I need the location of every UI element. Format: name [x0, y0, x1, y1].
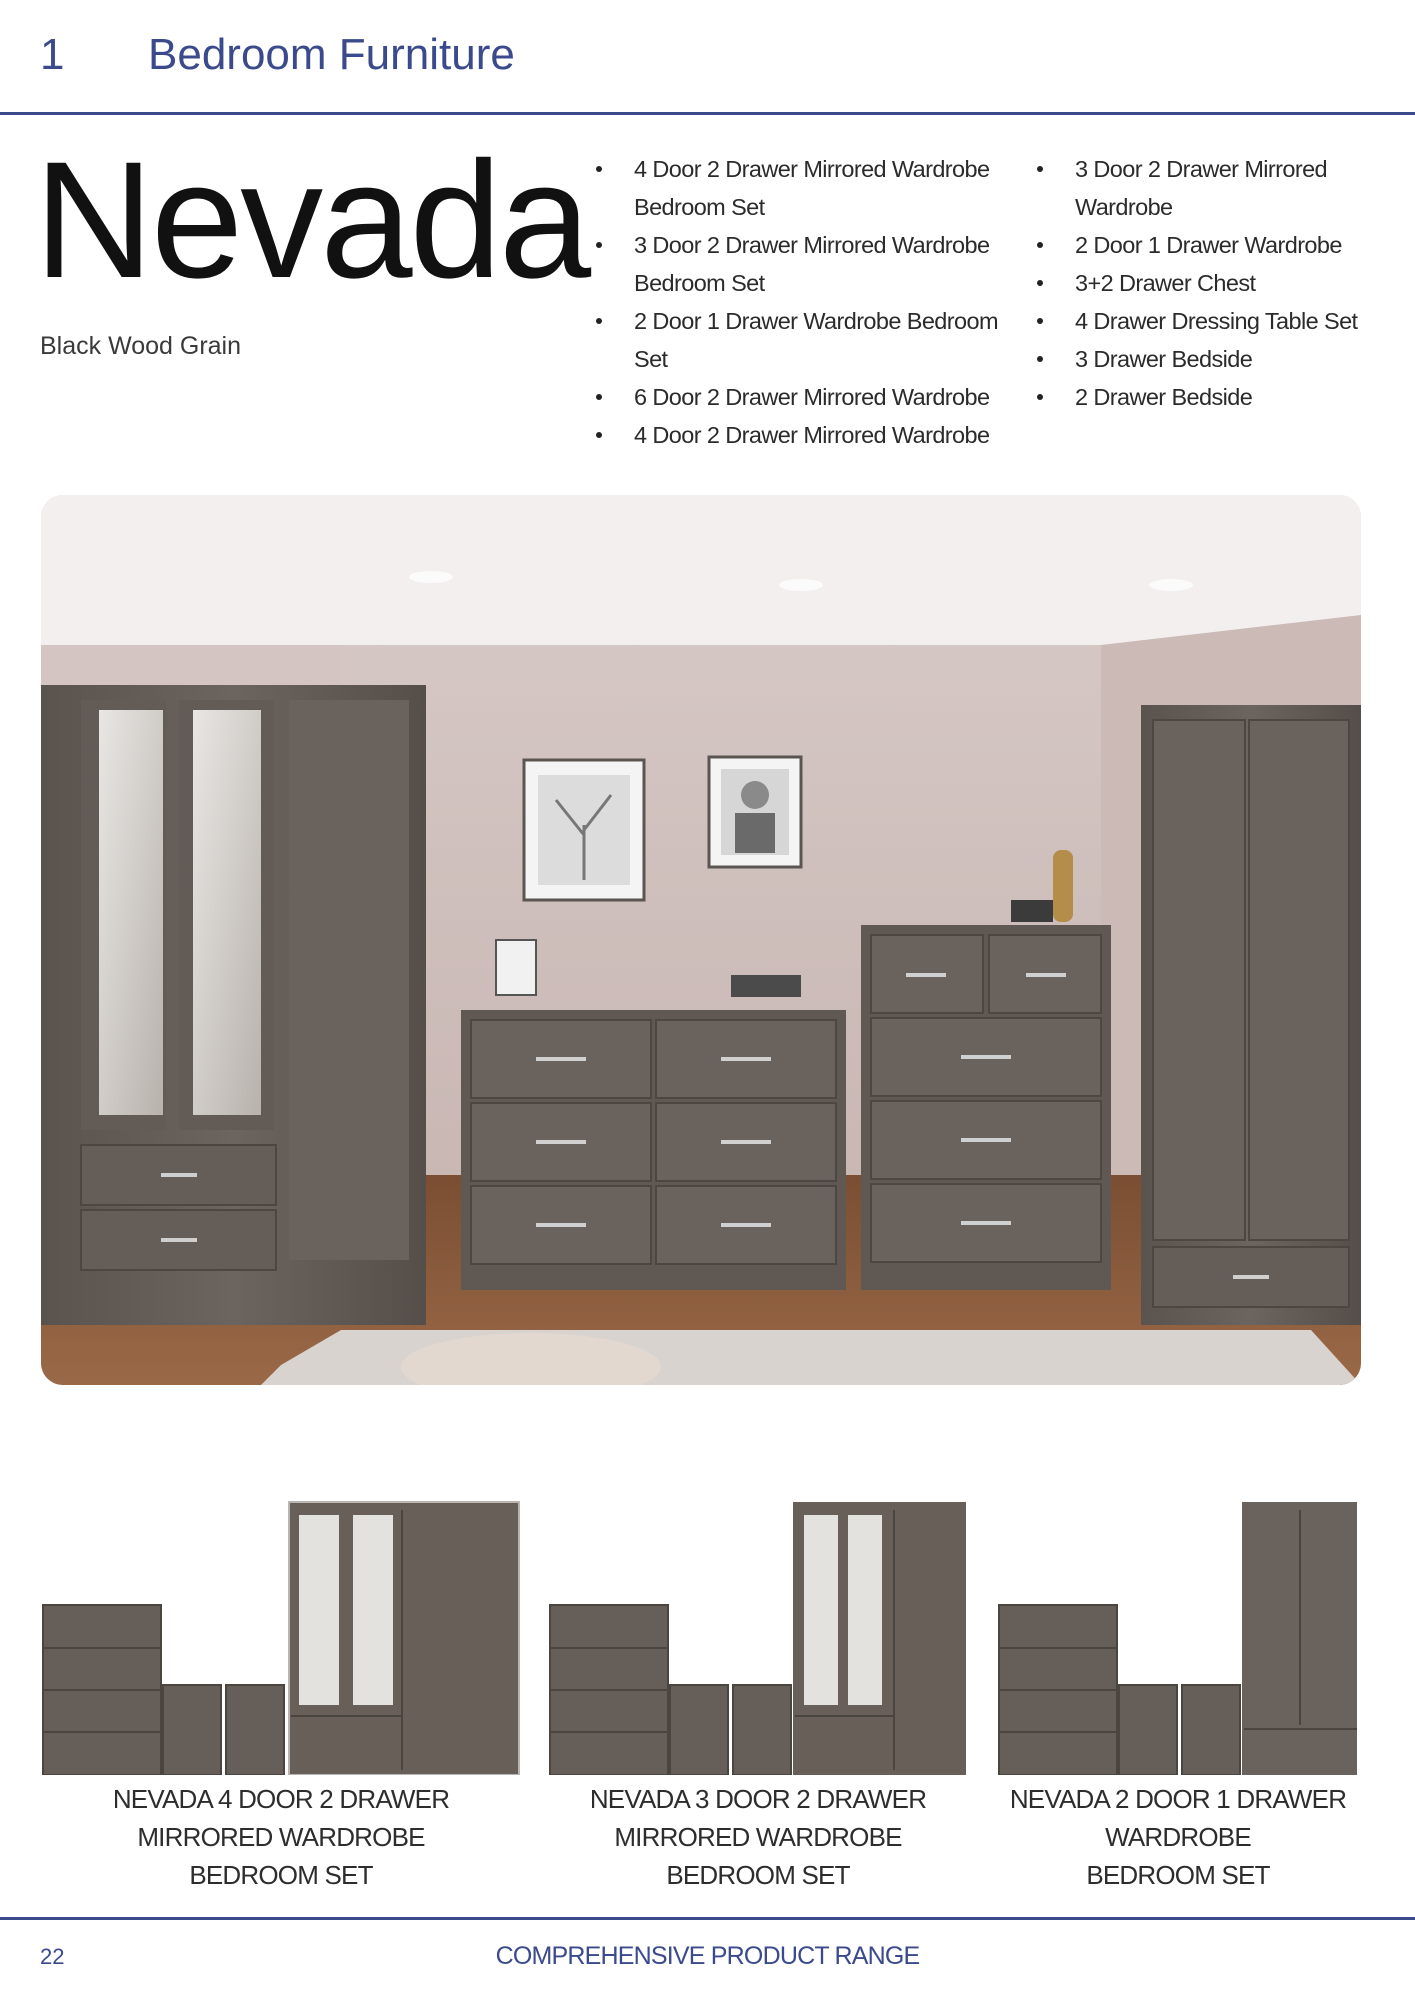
- set-image-3-door: [548, 1500, 968, 1775]
- product-finish: Black Wood Grain: [40, 332, 242, 360]
- room-scene-image: [41, 495, 1361, 1385]
- list-item: 6 Door 2 Drawer Mirrored Wardrobe: [634, 384, 990, 410]
- list-item: 4 Door 2 Drawer Mirrored Wardrobe Bedroom Set: [634, 156, 990, 220]
- range-list-column-1: [590, 150, 1030, 454]
- section-number: 1: [40, 30, 65, 79]
- set-image-4-door: [41, 1500, 521, 1775]
- list-item: 4 Drawer Dressing Table Set: [1075, 308, 1358, 334]
- list-item: 2 Drawer Bedside: [1075, 384, 1253, 410]
- set-image-2-door: [997, 1500, 1359, 1775]
- list-item: 3 Door 2 Drawer Mirrored Wardrobe Bedroom Set: [634, 232, 990, 296]
- product-name: Nevada: [34, 128, 589, 313]
- section-title: Bedroom Furniture: [148, 30, 515, 79]
- list-item: 2 Door 1 Drawer Wardrobe Bedroom Set: [634, 308, 998, 372]
- range-list-column-2: [1031, 150, 1391, 416]
- list-item: 3 Door 2 Drawer Mirrored Wardrobe: [1075, 156, 1328, 220]
- list-item: 2 Door 1 Drawer Wardrobe: [1075, 232, 1342, 258]
- list-item: 3+2 Drawer Chest: [1075, 270, 1256, 296]
- set-caption: NEVADA 2 DOOR 1 DRAWER WARDROBE BEDROOM SET: [1009, 1784, 1347, 1890]
- footer-divider: [0, 1917, 1415, 1920]
- page-number: 22: [40, 1944, 65, 1969]
- list-item: 3 Drawer Bedside: [1075, 346, 1253, 372]
- set-caption: NEVADA 3 DOOR 2 DRAWER MIRRORED WARDROBE BEDROOM SET: [589, 1784, 927, 1890]
- set-caption: NEVADA 4 DOOR 2 DRAWER MIRRORED WARDROBE BEDROOM SET: [112, 1784, 450, 1890]
- header-divider: [0, 112, 1415, 115]
- footer-title: COMPREHENSIVE PRODUCT RANGE: [495, 1942, 920, 1970]
- list-item: 4 Door 2 Drawer Mirrored Wardrobe: [634, 422, 990, 448]
